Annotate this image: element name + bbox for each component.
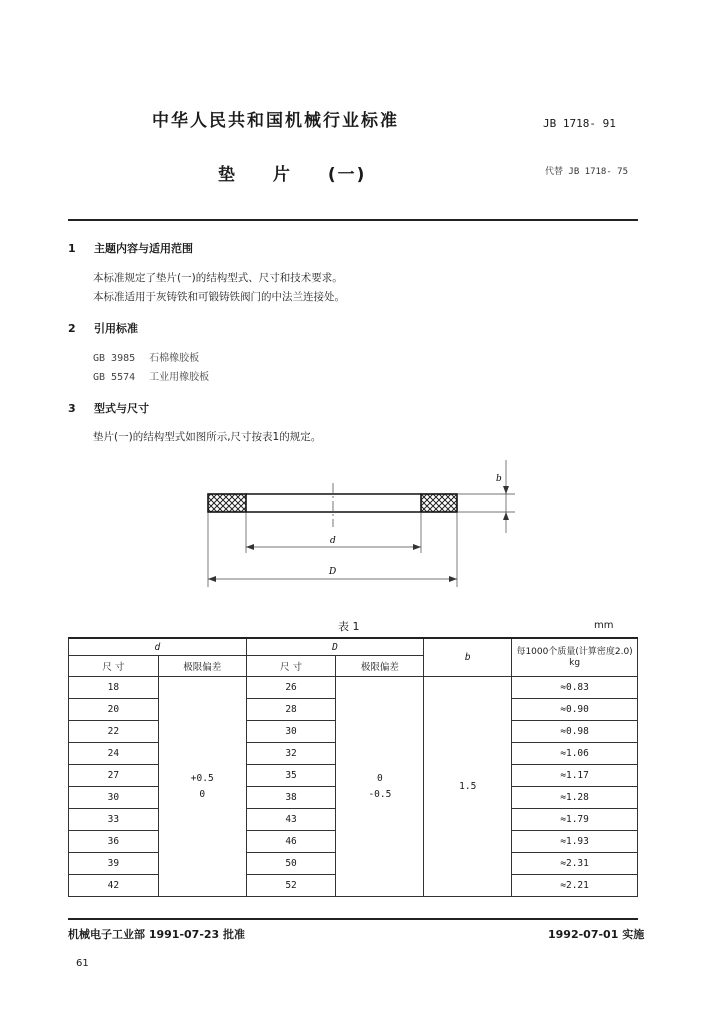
table-unit: mm <box>594 620 614 631</box>
header-mass: 每1000个质量(计算密度2.0) kg <box>512 638 638 677</box>
section-3-line-1: 垫片(一)的结构型式如图所示,尺寸按表1的规定。 <box>93 431 322 443</box>
cell-d: 36 <box>69 831 159 853</box>
section-1-title: 主题内容与适用范围 <box>94 242 193 255</box>
cell-d: 42 <box>69 875 159 897</box>
standard-number: JB 1718- 91 <box>543 117 616 130</box>
reference-1 <box>93 349 199 364</box>
cell-mass: ≈0.90 <box>512 699 638 721</box>
gasket-left-section <box>208 494 246 512</box>
cell-D: 46 <box>246 831 336 853</box>
cell-d: 18 <box>69 677 159 699</box>
cell-mass: ≈1.93 <box>512 831 638 853</box>
section-1-line-2: 本标准适用于灰铸铁和可锻铸铁阀门的中法兰连接处。 <box>93 291 345 303</box>
cell-d: 27 <box>69 765 159 787</box>
header-b: b <box>424 638 512 677</box>
top-rule <box>68 219 638 221</box>
header-d-size: 尺 寸 <box>69 656 159 677</box>
table-caption: 表 1 <box>338 620 360 633</box>
cell-D: 32 <box>246 743 336 765</box>
page-number: 61 <box>76 958 89 969</box>
D-tolerance-cell: 0 -0.5 <box>336 677 424 897</box>
cell-mass: ≈0.83 <box>512 677 638 699</box>
reference-2-code: GB 5574 <box>93 372 136 383</box>
header-D-tolerance: 极限偏差 <box>336 656 424 677</box>
reference-2 <box>93 368 209 383</box>
cell-D: 30 <box>246 721 336 743</box>
cell-D: 26 <box>246 677 336 699</box>
cell-mass: ≈1.28 <box>512 787 638 809</box>
header-D: D <box>246 638 424 656</box>
cell-mass: ≈2.31 <box>512 853 638 875</box>
bottom-rule <box>68 918 638 920</box>
cell-mass: ≈2.21 <box>512 875 638 897</box>
cell-d: 39 <box>69 853 159 875</box>
section-1-line-1: 本标准规定了垫片(一)的结构型式、尺寸和技术要求。 <box>93 272 343 284</box>
dimension-table <box>68 637 638 897</box>
document-title: 垫 片 (一) <box>218 165 367 185</box>
cell-mass: ≈1.17 <box>512 765 638 787</box>
header-d: d <box>69 638 247 656</box>
header-d-tolerance: 极限偏差 <box>158 656 246 677</box>
replaces-standard: 代替 JB 1718- 75 <box>545 167 629 177</box>
section-3-heading <box>68 400 149 416</box>
header-D-size: 尺 寸 <box>246 656 336 677</box>
b-value-cell: 1.5 <box>424 677 512 897</box>
approval-line: 机械电子工业部 1991-07-23 批准 <box>68 928 246 941</box>
reference-2-title: 工业用橡胶板 <box>149 372 210 383</box>
cell-d: 22 <box>69 721 159 743</box>
gasket-right-section <box>421 494 457 512</box>
section-2-title: 引用标准 <box>94 322 138 335</box>
gasket-section-drawing <box>190 455 530 595</box>
cell-D: 50 <box>246 853 336 875</box>
cell-D: 38 <box>246 787 336 809</box>
section-3-title: 型式与尺寸 <box>94 402 149 415</box>
cell-D: 28 <box>246 699 336 721</box>
effective-date: 1992-07-01 实施 <box>548 928 645 941</box>
dim-D-label: D <box>329 567 337 577</box>
section-3-number: 3 <box>68 402 76 415</box>
cell-D: 35 <box>246 765 336 787</box>
reference-1-code: GB 3985 <box>93 353 136 364</box>
section-1-heading <box>68 240 193 256</box>
reference-1-title: 石棉橡胶板 <box>149 353 200 364</box>
d-tolerance-cell: +0.5 0 <box>158 677 246 897</box>
cell-d: 20 <box>69 699 159 721</box>
cell-d: 24 <box>69 743 159 765</box>
cell-d: 30 <box>69 787 159 809</box>
cell-D: 52 <box>246 875 336 897</box>
cell-mass: ≈0.98 <box>512 721 638 743</box>
cell-d: 33 <box>69 809 159 831</box>
cell-mass: ≈1.79 <box>512 809 638 831</box>
section-1-number: 1 <box>68 242 76 255</box>
cell-mass: ≈1.06 <box>512 743 638 765</box>
standard-category-title: 中华人民共和国机械行业标准 <box>152 111 399 131</box>
dim-d-label: d <box>330 536 336 546</box>
section-2-heading <box>68 320 138 336</box>
dim-b-label: b <box>496 474 502 484</box>
cell-D: 43 <box>246 809 336 831</box>
table-row <box>69 677 638 699</box>
section-2-number: 2 <box>68 322 76 335</box>
